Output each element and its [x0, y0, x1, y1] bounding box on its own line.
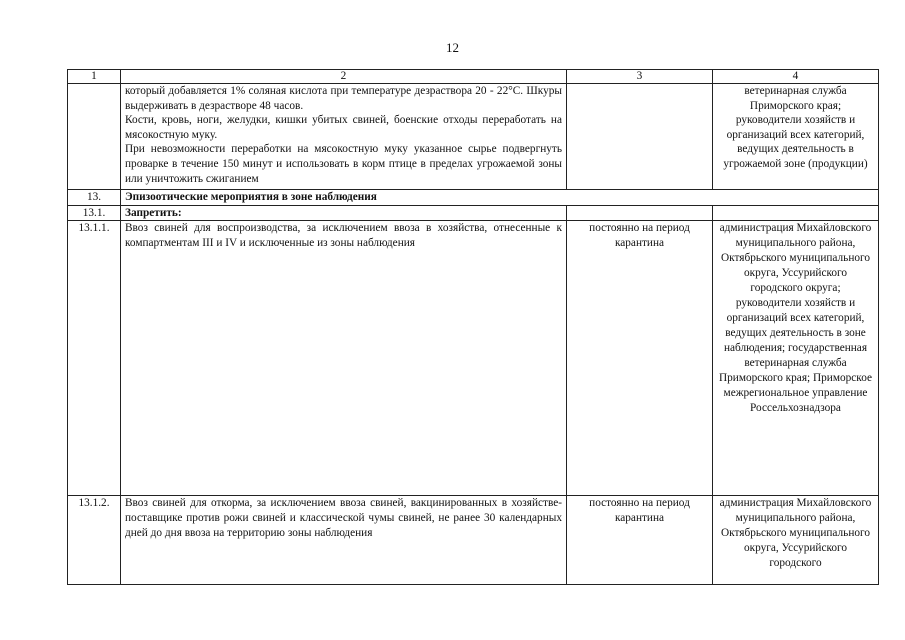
responsible-cell: ветеринарная служба Приморского края; руководители хозяйств и организаций всех категорий, ведущих деятельность в угрожаемой зоне (продукции) — [713, 84, 879, 190]
page-number: 12 — [446, 40, 459, 55]
term-cell: постоянно на период карантина — [567, 221, 713, 496]
table-row-13 — [68, 190, 879, 206]
measure-text-cell: Ввоз свиней для воспроизводства, за исключением ввоза в хозяйства, отнесенные к компартментам III и IV и исключенные из зоны наблюдения — [121, 221, 567, 496]
section-number: 13. — [68, 190, 121, 206]
column-number-row — [68, 70, 879, 84]
responsible-cell: администрация Михайловского муниципального района, Октябрьского муниципального округа, Уссурийского городского округа; руководители хозяйств и организаций всех категорий, ведущих деятельность в зоне наблюдения; государственная ветеринарная служба Приморского края; Приморское межрегиональное управление Россельхознадзора — [713, 221, 879, 496]
table-row-13-1-1 — [68, 221, 879, 496]
row-number-cell — [68, 84, 121, 190]
table-row-continuation — [68, 84, 879, 190]
table-row-13-1 — [68, 205, 879, 221]
measure-paragraph: При невозможности переработки на мясокостную муку указанное сырье подвергнуть проварке в течение 150 минут и использовать в корм птице в пределах угрожаемой зоны или уничтожить сжиганием — [125, 143, 562, 185]
section-title: Эпизоотические мероприятия в зоне наблюдения — [121, 190, 879, 206]
measures-table — [67, 69, 879, 585]
measure-paragraph: Кости, кровь, ноги, желудки, кишки убитых свиней, боенские отходы переработать на мясокостную муку. — [125, 114, 562, 141]
subsection-number: 13.1. — [68, 205, 121, 221]
measure-paragraph: который добавляется 1% соляная кислота при температуре дезраствора 20 - 22°С. Шкуры выдерживать в дезрастворе 48 часов. — [125, 85, 562, 112]
responsible-cell — [713, 205, 879, 221]
item-number: 13.1.1. — [68, 221, 121, 496]
measure-text-cell — [121, 84, 567, 190]
term-cell: постоянно на период карантина — [567, 496, 713, 585]
item-number: 13.1.2. — [68, 496, 121, 585]
subsection-title: Запретить: — [121, 205, 567, 221]
column-number-1: 1 — [68, 70, 121, 84]
column-number-2: 2 — [121, 70, 567, 84]
table-row-13-1-2 — [68, 496, 879, 585]
measure-text-cell: Ввоз свиней для откорма, за исключением ввоза свиней, вакцинированных в хозяйстве-поставщике против рожи свиней и классической чумы свиней, не ранее 30 календарных дней до дня ввоза на территорию зоны наблюдения — [121, 496, 567, 585]
responsible-cell: администрация Михайловского муниципального района, Октябрьского муниципального округа, Уссурийского городского — [713, 496, 879, 585]
term-cell — [567, 84, 713, 190]
column-number-4: 4 — [713, 70, 879, 84]
term-cell — [567, 205, 713, 221]
column-number-3: 3 — [567, 70, 713, 84]
